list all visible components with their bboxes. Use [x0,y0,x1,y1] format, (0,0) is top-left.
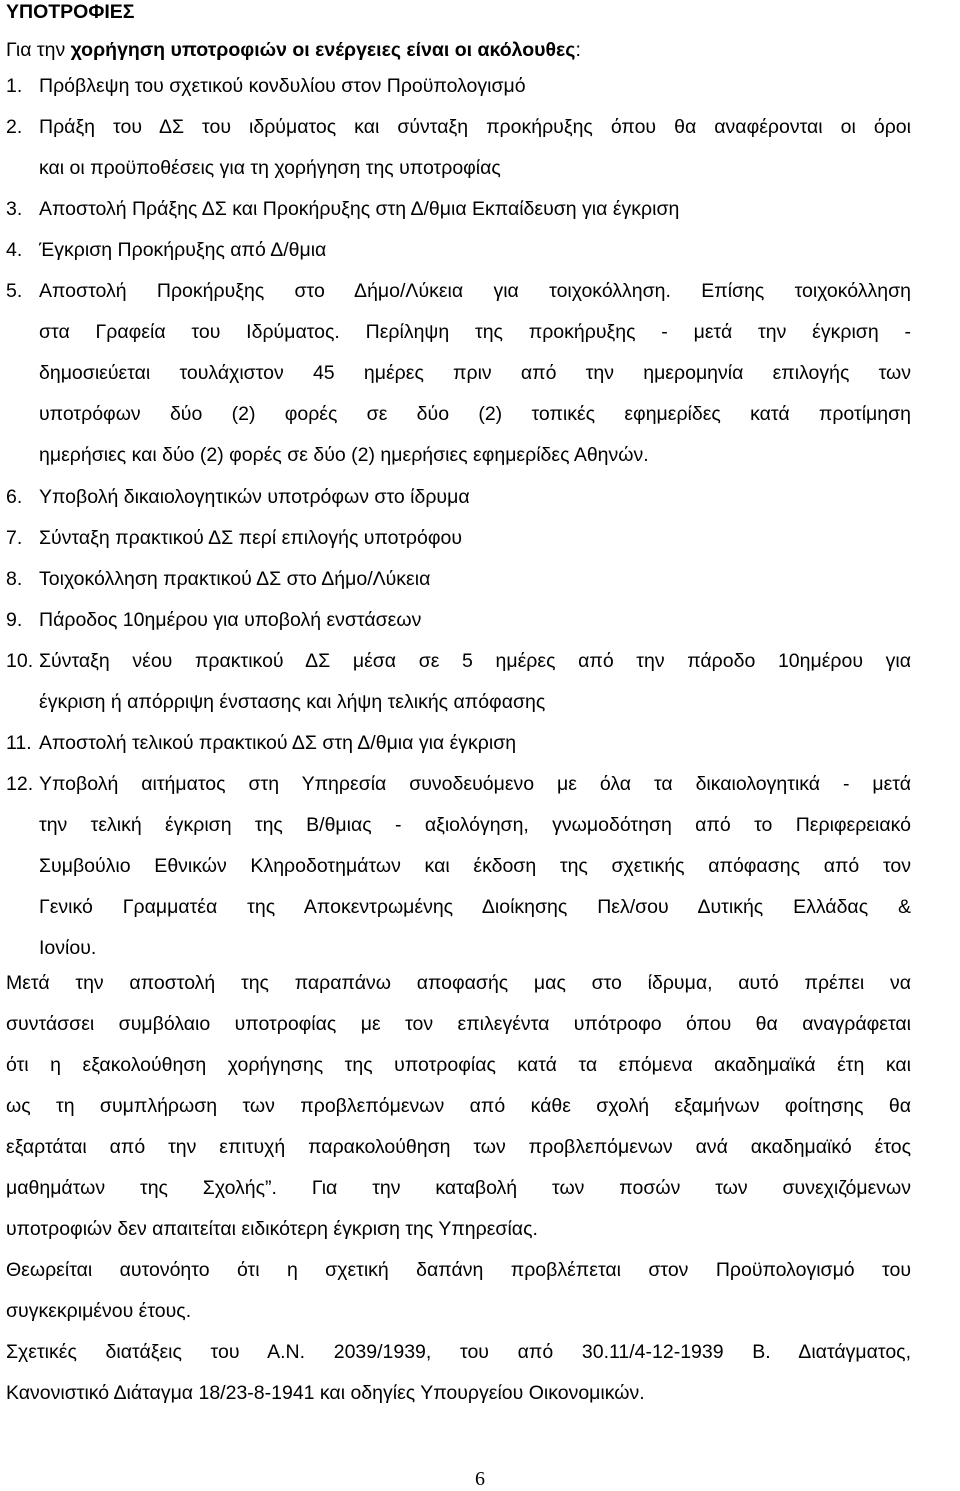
text-line: Υποβολή αιτήματος στη Υπηρεσία συνοδευόμενο με όλα τα δικαιολογητικά - μετά [39,773,911,795]
list-item [6,764,911,969]
text-line: συγκεκριμένου έτους. [6,1300,192,1322]
intro-prefix: Για την [6,39,71,61]
list-item-text [39,107,911,189]
text-line: Κανονιστικό Διάταγμα 18/23-8-1941 και οδηγίες Υπουργείου Οικονομικών. [6,1382,645,1404]
list-item-number: 6. [6,486,23,508]
list-item-text [39,230,911,271]
list-item-text [39,271,911,476]
list-item-text [39,600,911,641]
list-item [6,600,911,641]
list-item-number: 9. [6,609,23,631]
page-title: ΥΠΟΤΡΟΦΙΕΣ [6,1,135,23]
text-line: Σχετικές διατάξεις του Α.Ν. 2039/1939, του από 30.11/4-12-1939 Β. Διατάγματος, [6,1341,911,1363]
list-item-text [39,66,911,107]
text-line: Πάροδος 10ημέρου για υποβολή ενστάσεων [39,609,422,631]
text-line: Υποβολή δικαιολογητικών υποτρόφων στο ίδρυμα [39,486,470,508]
page-number: 6 [475,1468,485,1490]
text-line: συντάσσει συμβόλαιο υποτροφίας με τον επιλεγέντα υπότροφο όπου θα αναγράφεται [6,1013,911,1035]
text-line: ότι η εξακολούθηση χορήγησης της υποτροφίας κατά τα επόμενα ακαδημαϊκά έτη και [6,1054,911,1076]
text-line: Τοιχοκόλληση πρακτικού ΔΣ στο Δήμο/Λύκεια [39,568,431,590]
list-item-number: 2. [6,116,23,138]
list-item-text [39,518,911,559]
text-line: μαθημάτων της Σχολής”. Για την καταβολή των ποσών των συνεχιζόμενων [6,1177,911,1199]
list-item-number: 7. [6,527,23,549]
text-line: την τελική έγκριση της Β/θμιας - αξιολόγηση, γνωμοδότηση από το Περιφερειακό [39,814,911,836]
list-item-text [39,477,911,518]
text-line: Συμβούλιο Εθνικών Κληροδοτημάτων και έκδοση της σχετικής απόφασης από τον [39,855,911,877]
list-item-number: 12. [6,773,34,795]
text-line: ως τη συμπλήρωση των προβλεπόμενων από κάθε σχολή εξαμήνων φοίτησης θα [6,1095,911,1117]
text-line: Θεωρείται αυτονόητο ότι η σχετική δαπάνη προβλέπεται στον Προϋπολογισμό του [6,1259,911,1281]
text-line: Μετά την αποστολή της παραπάνω αποφασής μας στο ίδρυμα, αυτό πρέπει να [6,972,911,994]
text-line: δημοσιεύεται τουλάχιστον 45 ημέρες πριν από την ημερομηνία επιλογής των [39,362,911,384]
text-line: Έγκριση Προκήρυξης από Δ/θμια [39,239,327,261]
list-item [6,230,911,271]
list-item [6,189,911,230]
text-line: Αποστολή Πράξης ΔΣ και Προκήρυξης στη Δ/θμια Εκπαίδευση για έγκριση [39,198,680,220]
text-line: έγκριση ή απόρριψη ένστασης και λήψη τελικής απόφασης [39,691,546,713]
list-item-text [39,641,911,723]
text-line: Πρόβλεψη του σχετικού κονδυλίου στον Προϋπολογισμό [39,75,526,97]
list-item [6,641,911,723]
list-item-text [39,764,911,969]
list-item-text [39,723,911,764]
list-item-number: 3. [6,198,23,220]
text-line: εξαρτάται από την επιτυχή παρακολούθηση των προβλεπόμενων ανά ακαδημαϊκό έτος [6,1136,911,1158]
intro-suffix: : [575,39,581,61]
list-item [6,723,911,764]
list-item-number: 8. [6,568,23,590]
text-line: Σύνταξη νέου πρακτικού ΔΣ μέσα σε 5 ημέρες από την πάροδο 10ημέρου για [39,650,911,672]
text-line: Πράξη του ΔΣ του ιδρύματος και σύνταξη προκήρυξης όπου θα αναφέρονται οι όροι [39,116,911,138]
list-item [6,477,911,518]
list-item-number: 5. [6,280,23,302]
paragraph [6,963,911,1250]
text-line: στα Γραφεία του Ιδρύματος. Περίληψη της προκήρυξης - μετά την έγκριση - [39,321,911,343]
list-item [6,66,911,107]
list-item-number: 10. [6,650,34,672]
text-line: και οι προϋποθέσεις για τη χορήγηση της υποτροφίας [39,157,501,179]
list-item-text [39,559,911,600]
text-line: Αποστολή τελικού πρακτικού ΔΣ στη Δ/θμια για έγκριση [39,732,517,754]
text-line: υποτρόφων δύο (2) φορές σε δύο (2) τοπικές εφημερίδες κατά προτίμηση [39,403,911,425]
intro-line [6,38,581,62]
text-line: Ιονίου. [39,937,97,959]
list-item [6,518,911,559]
text-line: ημερήσιες και δύο (2) φορές σε δύο (2) ημερήσιες εφημερίδες Αθηνών. [39,444,649,466]
list-item-number: 4. [6,239,23,261]
paragraph [6,1332,911,1414]
list-item-text [39,189,911,230]
text-line: Γενικό Γραμματέα της Αποκεντρωμένης Διοίκησης Πελ/σου Δυτικής Ελλάδας & [39,896,911,918]
list-item [6,271,911,476]
intro-bold: χορήγηση υποτροφιών οι ενέργειες είναι οι ακόλουθες [70,39,576,61]
list-item-number: 11. [6,732,32,754]
list-item [6,107,911,189]
text-line: Αποστολή Προκήρυξης στο Δήμο/Λύκεια για τοιχοκόλληση. Επίσης τοιχοκόλληση [39,280,911,302]
text-line: υποτροφιών δεν απαιτείται ειδικότερη έγκριση της Υπηρεσίας. [6,1218,538,1240]
list-item [6,559,911,600]
paragraph [6,1250,911,1332]
list-item-number: 1. [6,75,23,97]
text-line: Σύνταξη πρακτικού ΔΣ περί επιλογής υποτρόφου [39,527,463,549]
